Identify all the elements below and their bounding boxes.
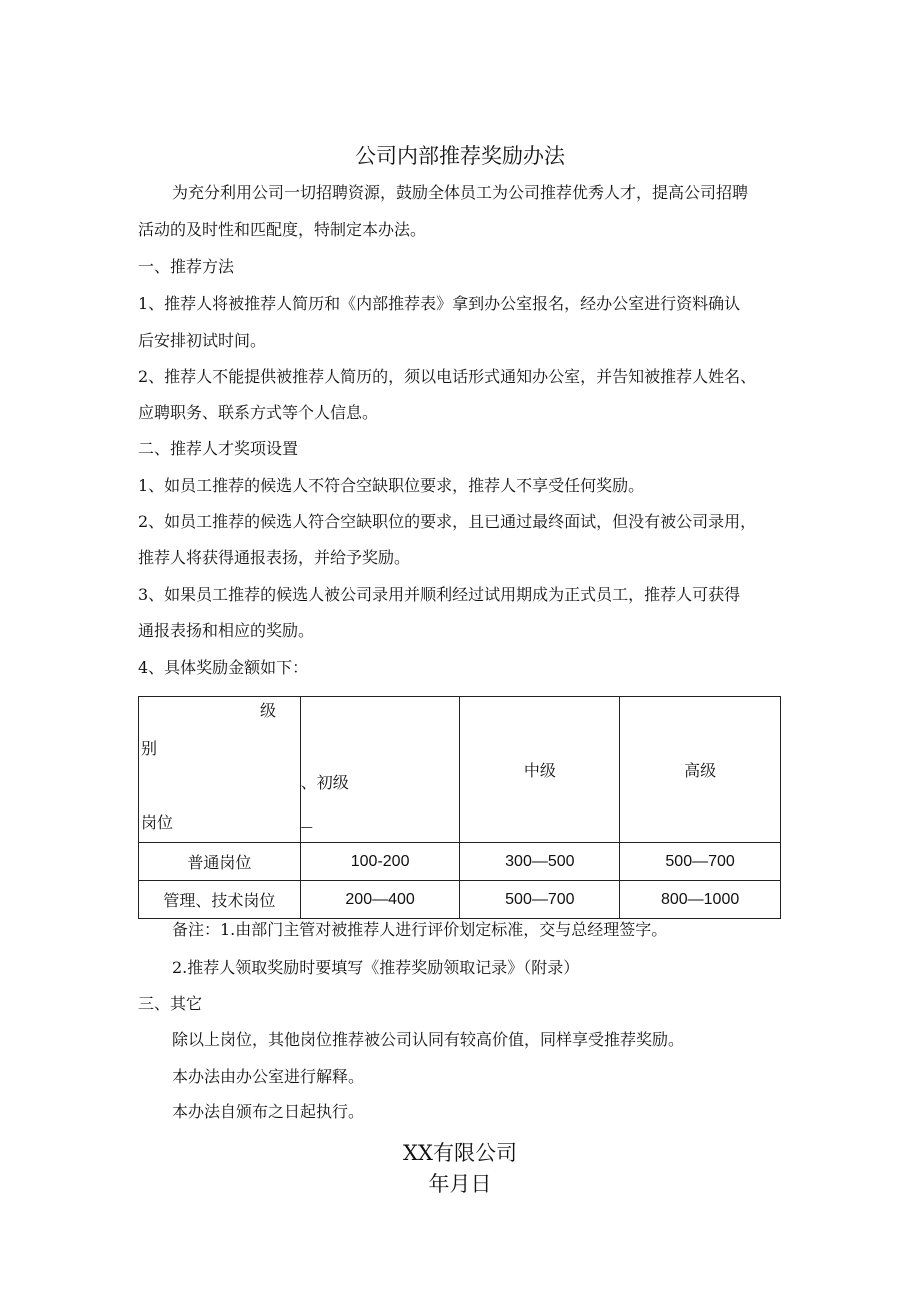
section2-item4: 4、具体奖励金额如下： (138, 658, 309, 677)
table-row (139, 881, 781, 919)
header-diagonal-cell (139, 697, 301, 843)
section1-item2-line2: 应聘职务、联系方式等个人信息。 (138, 403, 379, 422)
section3-line1: 除以上岗位，其他岗位推荐被公司认同有较高价值，同样享受推荐奖励。 (172, 1030, 685, 1049)
row-senior-value: 800—1000 (620, 881, 781, 919)
section2-item1: 1、如员工推荐的候选人不符合空缺职位要求，推荐人不享受任何奖励。 (138, 476, 645, 495)
row-middle-value: 500—700 (460, 881, 620, 919)
section2-item3-line2: 通报表扬和相应的奖励。 (138, 621, 315, 640)
section1-item2-line1: 2、推荐人不能提供被推荐人简历的，须以电话形式通知办公室，并告知被推荐人姓名、 (138, 367, 757, 386)
header-level-char-1: 级 (260, 701, 277, 720)
header-level-char-2: 别 (141, 739, 158, 758)
header-post-label: 岗位 (141, 813, 174, 832)
header-junior-cell (300, 697, 460, 843)
section2-item2-line1: 2、如员工推荐的候选人符合空缺职位的要求，且已通过最终面试，但没有被公司录用， (138, 512, 757, 531)
header-senior-cell: 高级 (620, 697, 781, 843)
section2-item3-line1: 3、如果员工推荐的候选人被公司录用并顺利经过试用期成为正式员工，推荐人可获得 (138, 585, 741, 604)
table-header-row (139, 697, 781, 843)
section2-heading: 二、推荐人才奖项设置 (138, 439, 299, 458)
header-middle-cell: 中级 (460, 697, 620, 843)
header-junior-label: 、初级 (300, 773, 349, 792)
signature-date: 年月日 (428, 1172, 492, 1196)
intro-line-2: 活动的及时性和匹配度，特制定本办法。 (138, 220, 427, 239)
row-senior-value: 500—700 (620, 843, 781, 881)
row-middle-value: 300—500 (460, 843, 620, 881)
row-post: 管理、技术岗位 (139, 881, 301, 919)
section2-item2-line2: 推荐人将获得通报表扬，并给予奖励。 (138, 548, 411, 567)
section1-item1-line2: 后安排初试时间。 (138, 331, 267, 350)
document-title: 公司内部推荐奖励办法 (355, 144, 565, 168)
row-junior-value: 200—400 (300, 881, 460, 919)
row-post: 普通岗位 (139, 843, 301, 881)
signature-company: XX有限公司 (403, 1141, 517, 1165)
section3-line2: 本办法由办公室进行解释。 (172, 1067, 365, 1086)
note-1: 备注：1.由部门主管对被推荐人进行评价划定标准，交与总经理签字。 (172, 920, 668, 939)
note-2: 2.推荐人领取奖励时要填写《推荐奖励领取记录》（附录） (172, 958, 580, 977)
section3-line3: 本办法自颁布之日起执行。 (172, 1102, 365, 1121)
section1-heading: 一、推荐方法 (138, 257, 235, 276)
table-row (139, 843, 781, 881)
section1-item1-line1: 1、推荐人将被推荐人简历和《内部推荐表》拿到办公室报名，经办公室进行资料确认 (138, 294, 741, 313)
section3-heading: 三、其它 (138, 994, 203, 1013)
intro-line-1: 为充分利用公司一切招聘资源，鼓励全体员工为公司推荐优秀人才，提高公司招聘 (172, 183, 749, 202)
header-junior-mark: — (300, 820, 311, 834)
row-junior-value: 100-200 (300, 843, 460, 881)
reward-table (138, 696, 781, 919)
